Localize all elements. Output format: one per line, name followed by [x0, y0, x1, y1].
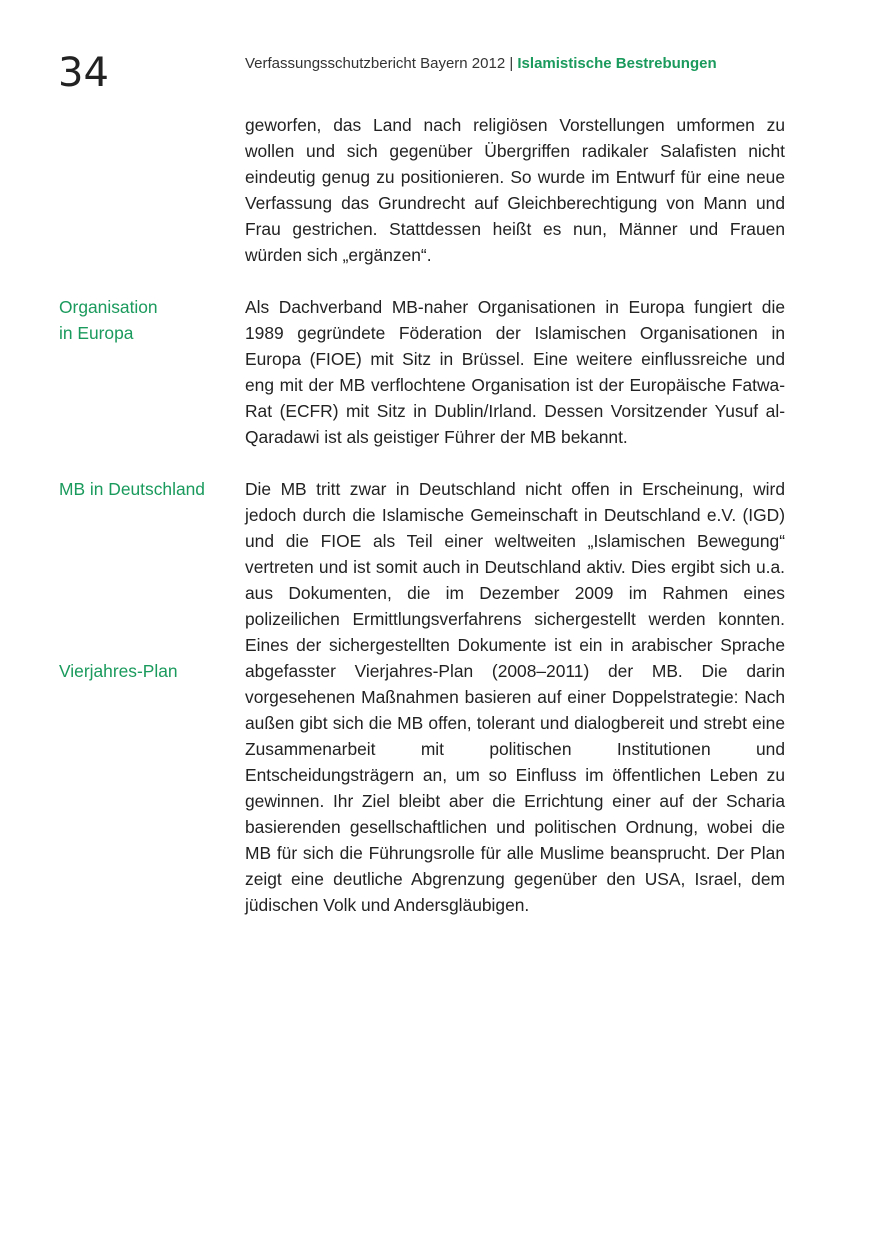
section-title: Islamistische Bestrebungen	[517, 55, 717, 72]
page-number: 34	[58, 50, 109, 96]
paragraph-organisation-europa: Als Dachverband MB-naher Organisationen in Europa fungiert die 1989 gegründete Föderation der Islamischen Organisationen in Europa (FIOE) mit Sitz in Brüssel. Eine weitere einflussreiche und eng mit der MB verflochtene Organisation ist der Europäische Fatwa-Rat (ECFR) mit Sitz in Dublin/Irland. Dessen Vorsitzender Yusuf al-Qaradawi ist als geistiger Führer der MB bekannt.	[245, 297, 785, 447]
side-label-vierjahres-plan: Vierjahres-Plan	[59, 661, 178, 681]
paragraph-verfassung: geworfen, das Land nach religiösen Vorstellungen umformen zu wollen und sich gegenüber Übergriffen radikaler Salafisten nicht eindeutig genug zu positionieren. So wurde im Entwurf für eine neue Verfassung das Grundrecht auf Gleichberechtigung von Mann und Frau gestrichen. Stattdessen heißt es nun, Männer und Frauen würden sich „ergänzen“.	[245, 115, 785, 265]
side-label-mb-deutschland: MB in Deutschland	[59, 479, 205, 499]
side-label-line: in Europa	[59, 323, 134, 343]
report-title: Verfassungsschutzbericht Bayern 2012	[245, 55, 506, 72]
header-separator: |	[505, 55, 518, 72]
side-label-line: Organisation	[59, 297, 158, 317]
side-label-organisation-europa	[59, 294, 234, 346]
running-header	[245, 55, 717, 73]
paragraph-mb-deutschland: Die MB tritt zwar in Deutschland nicht offen in Erscheinung, wird jedoch durch die Islamische Gemeinschaft in Deutschland e.V. (IGD) und die FIOE als Teil einer weltweiten „Islamischen Bewegung“ vertreten und ist somit auch in Deutschland aktiv. Dies ergibt sich u.a. aus Dokumenten, die im Dezember 2009 im Rahmen eines polizeilichen Ermittlungsverfahrens sichergestellt werden konnten. Eines der sichergestellten Dokumente ist ein in arabischer Sprache abgefasster Vierjahres-Plan (2008–2011) der MB. Die darin vorgesehenen Maßnahmen basieren auf einer Doppelstrategie: Nach außen gibt sich die MB offen, tolerant und dialogbereit und strebt eine Zusammenarbeit mit politischen Institutionen und Entscheidungsträgern an, um so Einfluss im öffentlichen Leben zu gewinnen. Ihr Ziel bleibt aber die Errichtung einer auf der Scharia basierenden gesellschaftlichen und politischen Ordnung, wobei die MB für sich die Führungsrolle für alle Muslime beansprucht. Der Plan zeigt eine deutliche Abgrenzung gegenüber den USA, Israel, dem jüdischen Volk und Andersgläubigen.	[245, 479, 785, 915]
